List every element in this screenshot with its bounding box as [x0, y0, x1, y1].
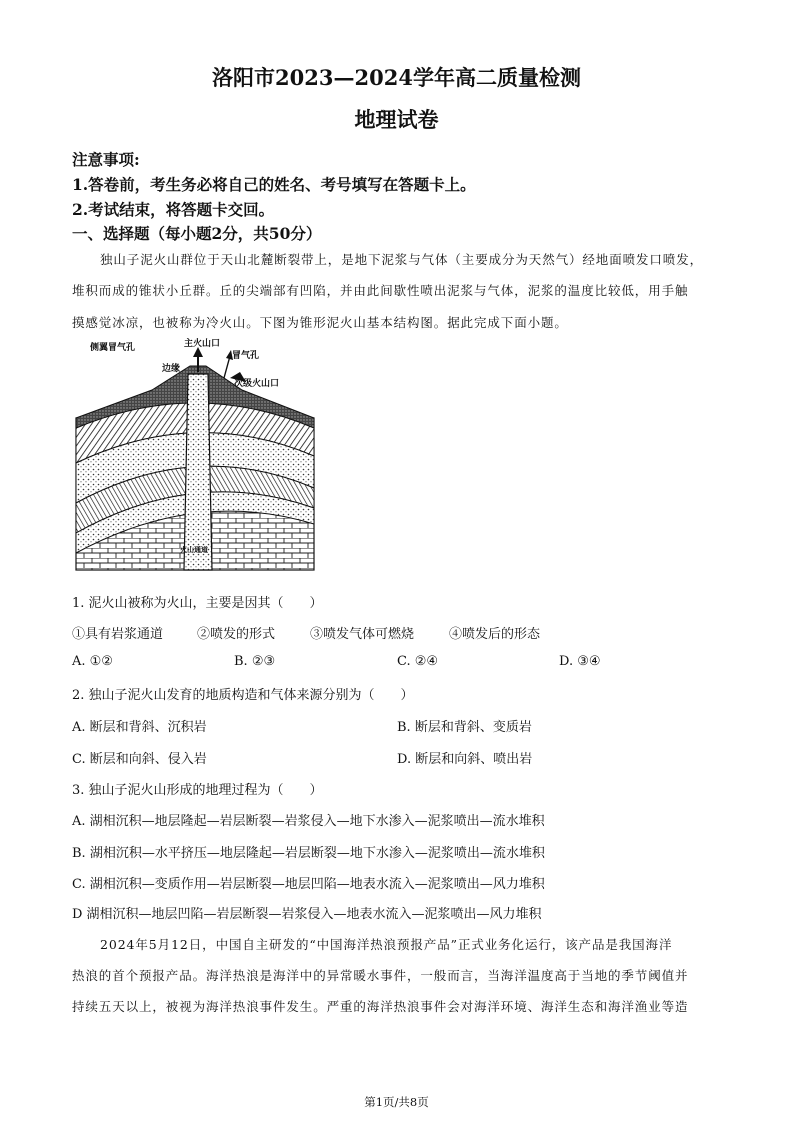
page-title: 洛阳市2023—2024学年高二质量检测 — [212, 65, 581, 90]
option-d[interactable]: D. 断层和向斜、喷出岩 — [397, 752, 533, 767]
statement: ③喷发气体可燃烧 — [310, 627, 415, 642]
passage-line: 独山子泥火山群位于天山北麓断裂带上，是地下泥浆与气体（主要成分为天然气）经地面喷发口喷发， — [100, 252, 704, 267]
question-1-stem: 1. 泥火山被称为火山，主要是因其（ ） — [72, 596, 323, 611]
option-a[interactable]: A. ①② — [72, 654, 113, 669]
notice-item: 2.考试结束，将答题卡交回。 — [72, 200, 275, 219]
statement: ④喷发后的形态 — [449, 627, 541, 642]
option-d[interactable]: D 湖相沉积—地层凹陷—岩层断裂—岩浆侵入—地表水流入—泥浆喷出—风力堆积 — [72, 907, 542, 922]
label-edge: 边缘 — [162, 364, 181, 374]
passage-line: 2024年5月12日，中国自主研发的“中国海洋热浪预报产品”正式业务化运行，该产品是我国海洋 — [100, 937, 673, 952]
page-subtitle: 地理试卷 — [354, 107, 439, 132]
question-3-stem: 3. 独山子泥火山形成的地理过程为（ ） — [72, 783, 323, 798]
statement: ①具有岩浆通道 — [72, 627, 164, 642]
option-b[interactable]: B. 湖相沉积—水平挤压—地层隆起—岩层断裂—地下水渗入—泥浆喷出—流水堆积 — [72, 846, 545, 861]
label-vent: 冒气孔 — [232, 351, 260, 361]
option-d[interactable]: D. ③④ — [559, 654, 601, 669]
option-c[interactable]: C. 湖相沉积—变质作用—岩层断裂—地层凹陷—地表水流入—泥浆喷出—风力堆积 — [72, 877, 545, 892]
passage-line: 热浪的首个预报产品。海洋热浪是海洋中的异常暖水事件，一般而言，当海洋温度高于当地的季节阈值并 — [72, 968, 689, 983]
option-c[interactable]: C. 断层和向斜、侵入岩 — [72, 752, 207, 767]
passage-line: 持续五天以上，被视为海洋热浪事件发生。严重的海洋热浪事件会对海洋环境、海洋生态和海洋渔业等造 — [72, 999, 689, 1014]
notice-heading: 注意事项: — [72, 150, 140, 169]
passage-line: 摸感觉冰凉，也被称为冷火山。下图为锥形泥火山基本结构图。据此完成下面小题。 — [72, 315, 568, 330]
mud-volcano-diagram — [72, 338, 320, 574]
label-main-vent: 主火山口 — [184, 339, 221, 349]
statement: ②喷发的形式 — [197, 627, 276, 642]
label-conduit: 火山通道 — [180, 545, 208, 554]
passage-line: 堆积而成的锥状小丘群。丘的尖端部有凹陷，并由此间歇性喷出泥浆与气体，泥浆的温度比较低，用手触 — [72, 283, 689, 298]
option-a[interactable]: A. 湖相沉积—地层隆起—岩层断裂—岩浆侵入—地下水渗入—泥浆喷出—流水堆积 — [72, 814, 545, 829]
page-footer: 第1页/共8页 — [364, 1095, 429, 1109]
option-b[interactable]: B. ②③ — [234, 654, 276, 669]
question-2-stem: 2. 独山子泥火山发育的地质构造和气体来源分别为（ ） — [72, 688, 414, 703]
conduit — [184, 374, 212, 570]
label-side-vent: 侧翼冒气孔 — [90, 343, 136, 353]
option-a[interactable]: A. 断层和背斜、沉积岩 — [72, 720, 207, 735]
label-sub-crater: 次级火山口 — [234, 379, 280, 389]
option-b[interactable]: B. 断层和背斜、变质岩 — [397, 720, 532, 735]
notice-item: 1.答卷前，考生务必将自己的姓名、考号填写在答题卡上。 — [72, 175, 476, 194]
section-heading: 一、选择题（每小题2分，共50分） — [72, 224, 322, 243]
option-c[interactable]: C. ②④ — [397, 654, 439, 669]
vent-arrow — [224, 356, 230, 378]
